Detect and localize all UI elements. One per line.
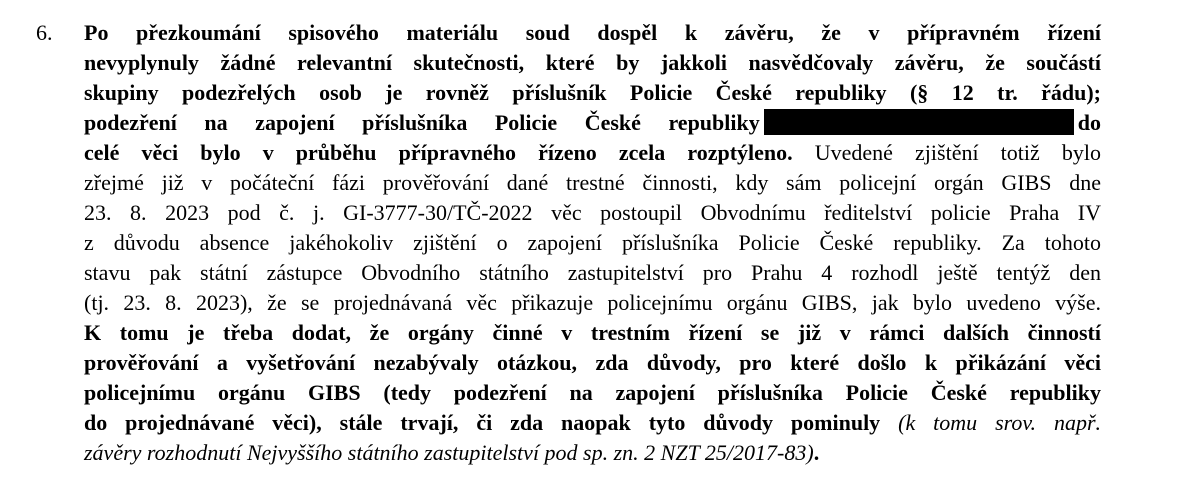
text-segment: skupiny podezřelých osob je rovněž příslušník Policie České republiky (§ 12 tr. řádu); bbox=[84, 80, 1101, 105]
paragraph-line bbox=[84, 228, 1101, 258]
paragraph-line bbox=[84, 138, 1101, 168]
text-segment: závěry rozhodnutí Nejvyššího státního zastupitelství pod sp. zn. 2 NZT 25/2017-83) bbox=[84, 440, 814, 465]
text-segment: policejnímu orgánu GIBS (tedy podezření na zapojení příslušníka Policie České republiky bbox=[84, 380, 1101, 405]
paragraph-line bbox=[84, 198, 1101, 228]
text-segment: prověřování a vyšetřování nezabývaly otázkou, zda důvody, pro které došlo k přikázání věci bbox=[84, 350, 1101, 375]
paragraph-line bbox=[84, 408, 1101, 438]
text-segment: 23. 8. 2023 pod č. j. GI-3777-30/TČ-2022 věc postoupil Obvodnímu ředitelství policie Praha IV bbox=[84, 200, 1101, 225]
paragraph-line bbox=[84, 258, 1101, 288]
paragraph-line bbox=[84, 318, 1101, 348]
text-segment: z důvodu absence jakéhokoliv zjištění o zapojení příslušníka Policie České republiky. Za tohoto bbox=[84, 230, 1101, 255]
text-segment: (k tomu srov. např. bbox=[880, 410, 1102, 435]
text-segment: podezření na zapojení příslušníka Policie České republiky bbox=[84, 110, 760, 135]
text-segment: zřejmé již v počáteční fázi prověřování dané trestné činnosti, kdy sám policejní orgán GIBS dne bbox=[84, 170, 1101, 195]
paragraph-line bbox=[84, 288, 1101, 318]
paragraph-line bbox=[84, 438, 819, 468]
text-segment: (tj. 23. 8. 2023), že se projednávaná věc přikazuje policejnímu orgánu GIBS, jak bylo uvedeno výše. bbox=[84, 290, 1101, 315]
text-segment: . bbox=[813, 440, 820, 465]
text-segment: Uvedené zjištění totiž bylo bbox=[792, 140, 1101, 165]
paragraph-line bbox=[84, 48, 1101, 78]
paragraph-line bbox=[84, 18, 1101, 48]
text-segment: K tomu je třeba dodat, že orgány činné v trestním řízení se již v rámci dalších činností bbox=[84, 320, 1101, 345]
paragraph-line bbox=[84, 378, 1101, 408]
text-segment: stavu pak státní zástupce Obvodního státního zastupitelství pro Prahu 4 rozhodl ještě tentýž den bbox=[84, 260, 1101, 285]
text-segment: do projednávané věci), stále trvají, či zda naopak tyto důvody pominuly bbox=[84, 410, 881, 435]
paragraph-line bbox=[84, 348, 1101, 378]
paragraph-number: 6. bbox=[36, 20, 53, 45]
paragraph-line bbox=[84, 108, 1101, 138]
text-segment: Po přezkoumání spisového materiálu soud dospěl k závěru, že v přípravném řízení bbox=[84, 20, 1101, 45]
text-segment: nevyplynuly žádné relevantní skutečnosti, které by jakkoli nasvědčovaly závěru, že součástí bbox=[84, 50, 1101, 75]
text-segment: do bbox=[1077, 110, 1101, 135]
paragraph-line bbox=[84, 168, 1101, 198]
text-segment: celé věci bylo v průběhu přípravného řízeno zcela rozptýleno. bbox=[84, 140, 793, 165]
redaction-block bbox=[764, 109, 1074, 135]
paragraph-line bbox=[84, 78, 1101, 108]
